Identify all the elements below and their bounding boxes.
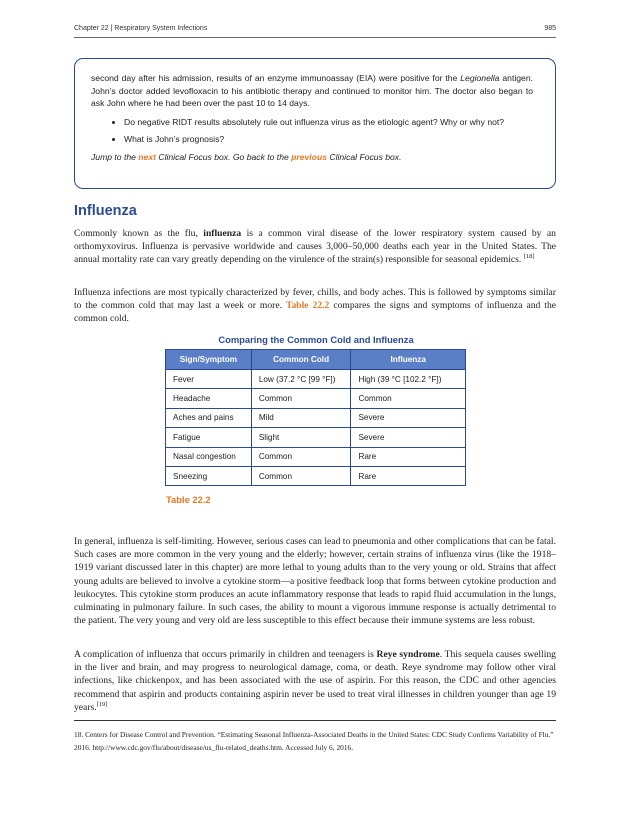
table-row [166,447,466,466]
table-cell: Fever [166,370,252,389]
table-cell: Common [251,447,351,466]
chapter-title: Chapter 22 | Respiratory System Infections [74,25,208,32]
table-cell: Common [251,389,351,408]
table-cell: Mild [251,408,351,427]
table-caption: Comparing the Common Cold and Influenza [218,334,414,345]
header-rule [74,37,556,38]
table-cell: Aches and pains [166,408,252,427]
table-cell: Common [251,466,351,485]
question-list [91,116,533,146]
table-reference-link[interactable]: Table 22.2 [285,300,330,312]
table-row [166,370,466,389]
next-clinical-focus-link[interactable]: next [138,151,156,162]
footnote-18: 18. Centers for Disease Control and Prevention. “Estimating Seasonal Influenza-Associated Deaths in the United States: CDC Study Confirms Variability of Flu.” 2016. http://www.cdc.gov/flu/about/disease/us_flu-related_deaths.htm. Accessed July 6, 2016. [74,730,554,752]
organism-name: Legionella [460,73,500,83]
footnote-ref-18[interactable]: [18] [523,253,535,261]
table-row [166,466,466,485]
table-cell: Severe [351,428,466,447]
clinical-focus-navigation: Jump to the next Clinical Focus box. Go back to the previous Clinical Focus box. [91,151,402,162]
term-influenza: influenza [203,228,242,239]
column-header: Common Cold [251,350,351,370]
table-cell: Headache [166,389,252,408]
paragraph-intro: Commonly known as the flu, influenza is a common viral disease of the lower respiratory system caused by an orthomyxovirus. Influenza is pervasive worldwide and causes 3,000–50,000 deaths each year in the United States. The annual mortality rate can vary greatly depending on the virulence of the strain(s) responsible for seasonal epidemics. [18] [74,228,556,266]
table-cell: Severe [351,408,466,427]
comparison-table [165,349,466,486]
paragraph-reye-syndrome: A complication of influenza that occurs primarily in children and teenagers is Reye syndrome. This sequela causes swelling in the liver and brain, and may progress to neurological damage, coma, or death. Reye syndrome may follow other viral infections, like chickenpox, and has been associated with the use of aspirin. For this reason, the CDC and other agencies recommend that aspirin and products containing aspirin never be used to treat viral illnesses in children younger than age 19 years.[19] [74,649,556,713]
paragraph-complications: In general, influenza is self-limiting. However, serious cases can lead to pneumonia and other complications that can be fatal. Such cases are more common in the very young and the elderly; however, certain strains of influenza virus (like the 1918–1919 variant discussed later in this chapter) are more lethal to young adults than to the very young or old. Strains that affect young adults are believed to involve a cytokine storm—a positive feedback loop that forms between cytokine production and leukocytes. This cytokine storm produces an acute inflammatory response that leads to rapid fluid accumulation in the lungs, culminating in pulmonary failure. In such cases, the ability to mount a vigorous immune response is actually detrimental to the patient. The very young and very old are less susceptible to this effect because their immune systems are less robust. [74,536,556,627]
column-header: Influenza [351,350,466,370]
table-cell: Rare [351,447,466,466]
table-cell: Low (37.2 °C [99 °F]) [251,370,351,389]
table-row [166,428,466,447]
clinical-focus-paragraph: second day after his admission, results of an enzyme immunoassay (EIA) were positive for the Legionella antigen. John’s doctor added levofloxacin to his antibiotic therapy and continued to monitor him. The doctor also began to ask John where he had been over the past 10 to 14 days. [91,73,533,109]
term-reye-syndrome: Reye syndrome [376,649,440,660]
table-cell: Nasal congestion [166,447,252,466]
table-row [166,389,466,408]
paragraph-symptoms: Influenza infections are most typically characterized by fever, chills, and body aches. This is followed by symptoms similar to the common cold that may last a week or more. Table 22.2 compares the signs and symptoms of influenza and the common cold. [74,287,557,325]
table-cell: Sneezing [166,466,252,485]
table-header-row [166,350,466,370]
footnote-ref-19[interactable]: [19] [96,700,108,708]
previous-clinical-focus-link[interactable]: previous [291,151,327,162]
table-cell: Slight [251,428,351,447]
column-header: Sign/Symptom [166,350,252,370]
page-number: 985 [544,25,556,32]
question-item: • Do negative RIDT results absolutely rule out influenza virus as the etiologic agent? Why or why not? [124,116,533,129]
table-row [166,408,466,427]
table-cell: High (39 °C [102.2 °F]) [351,370,466,389]
footnote-rule [74,720,556,721]
question-item: • What is John’s prognosis? [124,133,533,146]
clinical-focus-box [74,58,556,189]
table-cell: Rare [351,466,466,485]
table-label: Table 22.2 [166,494,211,505]
table-cell: Common [351,389,466,408]
section-heading: Influenza [74,203,137,219]
table-cell: Fatigue [166,428,252,447]
